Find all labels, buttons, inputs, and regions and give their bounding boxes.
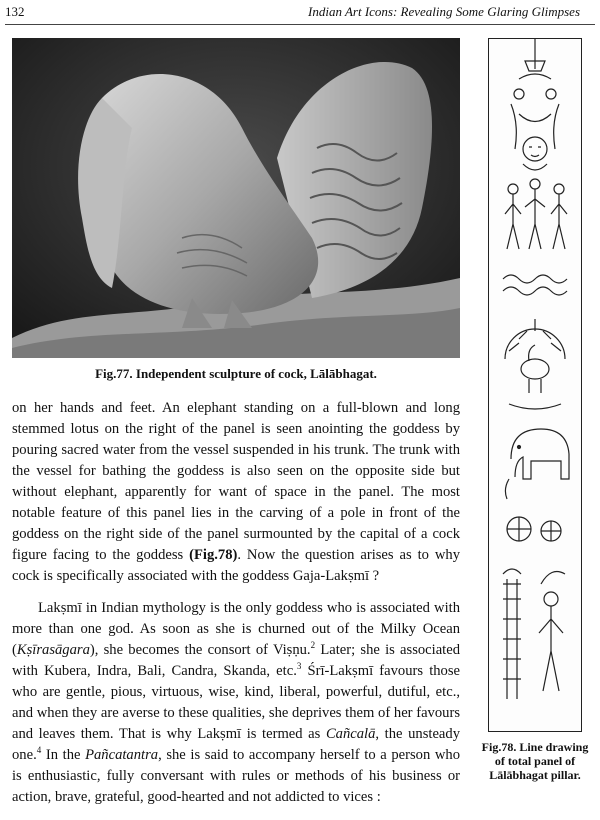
- page-number: 132: [5, 4, 25, 19]
- paragraph-2-s1: Lakṣmī in Indian mythology is the only goddess who is associated with more than one god. As soon as she is churned out of the Milky Ocean (: [12, 600, 460, 658]
- paragraph-2-s2: ), she becomes the consort of Viṣṇu.: [89, 642, 311, 658]
- paragraph-2-s4: Śrī-Lakṣmī favours those who are gentle, pious, virtuous, wise, kind, liberal, powerful, dutiful, etc., and when they are averse to these qualities, she deprives them of her favours and leaves them. That is why Lakṣmī is termed as: [12, 663, 460, 742]
- term-cancala: Cañcalā: [325, 726, 376, 742]
- pillar-drawing-image: [489, 39, 581, 731]
- figure-78-caption: [474, 740, 596, 782]
- figure-78-caption-line-2: of total panel of: [494, 754, 576, 768]
- paragraph-2: [12, 598, 460, 808]
- term-ksirasagara: Kṣīrasāgara: [16, 642, 90, 658]
- running-title: Indian Art Icons: Revealing Some Glaring Glimpses: [308, 4, 580, 19]
- footnote-ref-3[interactable]: 3: [296, 661, 302, 672]
- term-pancatantra: Pañcatantra: [85, 747, 159, 763]
- figure-78-caption-line-3: Lālābhagat pillar.: [489, 768, 581, 782]
- figure-78-caption-line-1: Fig.78. Line drawing: [481, 740, 589, 754]
- header-rule: [5, 24, 595, 25]
- paragraph-2-s3: Later; she is associated with Kubera, Indra, Bali, Candra, Skanda, etc.: [12, 642, 461, 679]
- paragraph-1-text-b: . Now the question arises as to why cock is specifically associated with the goddess Gaja-Lakṣmī ?: [12, 547, 460, 584]
- paragraph-2-s6: In the: [41, 747, 86, 763]
- footnote-ref-2[interactable]: 2: [310, 640, 316, 651]
- cock-sculpture-photo: [12, 38, 460, 358]
- page-header: [0, 0, 600, 28]
- figure-77-caption: Fig.77. Independent sculpture of cock, Lālābhagat.: [95, 366, 377, 381]
- figure-78-reference[interactable]: (Fig.78): [189, 547, 238, 563]
- cock-sculpture-image: [12, 38, 460, 358]
- paragraph-2-s7: , she is said to accompany herself to a person who is enthusiastic, fully conversant with rules or methods of his business or action, brave, grateful, good-hearted and not addicted to vices :: [12, 747, 461, 805]
- paragraph-1: [12, 398, 460, 587]
- paragraph-1-text-a: on her hands and feet. An elephant standing on a full-blown and long stemmed lotus on the right of the panel is seen anointing the goddess by pouring sacred water from the vessel suspended in his trunk. The trunk with the vessel for bathing the goddess is also seen on the opposite side but without elephant, apparently for want of space in the panel. The most notable feature of this panel lies in the carving of a pole in front of the goddess on the right side of the panel surmounted by the capital of a cock figure facing to the goddess: [12, 400, 460, 563]
- paragraph-2-s5: , the unsteady one.: [12, 726, 460, 763]
- pillar-line-drawing: [488, 38, 582, 732]
- footnote-ref-4[interactable]: 4: [36, 745, 42, 756]
